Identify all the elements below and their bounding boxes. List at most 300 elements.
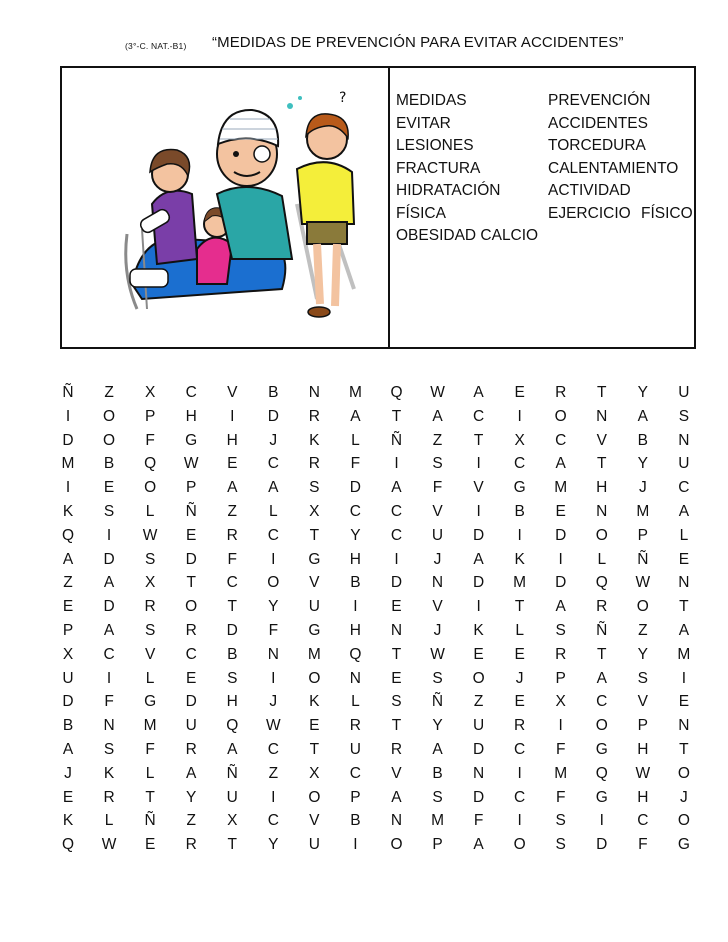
grid-letter[interactable]: U <box>308 836 320 854</box>
grid-letter[interactable]: Y <box>637 384 648 401</box>
grid-letter[interactable]: H <box>349 621 361 639</box>
grid-letter[interactable]: G <box>595 788 608 806</box>
grid-letter[interactable]: T <box>227 836 237 854</box>
grid-letter[interactable]: S <box>432 669 443 687</box>
grid-letter[interactable]: T <box>597 645 607 663</box>
grid-letter[interactable]: Z <box>473 693 484 711</box>
grid-letter[interactable]: C <box>349 502 361 520</box>
grid-letter[interactable]: E <box>514 693 525 711</box>
grid-letter[interactable]: Q <box>595 574 608 592</box>
grid-letter[interactable]: S <box>103 502 115 520</box>
grid-letter[interactable]: I <box>517 812 522 830</box>
grid-letter[interactable]: K <box>309 693 320 711</box>
grid-letter[interactable]: R <box>390 740 403 758</box>
grid-letter[interactable]: C <box>349 764 361 782</box>
grid-letter[interactable]: I <box>599 812 604 830</box>
grid-letter[interactable]: R <box>226 526 238 544</box>
grid-letter[interactable]: Y <box>637 645 648 663</box>
grid-letter[interactable]: C <box>267 812 279 830</box>
grid-letter[interactable]: Q <box>390 384 403 401</box>
grid-letter[interactable]: Z <box>63 574 73 592</box>
grid-letter[interactable]: C <box>103 645 115 663</box>
grid-letter[interactable]: U <box>62 669 74 687</box>
grid-letter[interactable]: A <box>62 550 74 568</box>
grid-letter[interactable]: C <box>267 455 279 473</box>
grid-letter[interactable]: C <box>472 407 485 425</box>
grid-letter[interactable]: T <box>597 384 607 401</box>
grid-letter[interactable]: M <box>143 717 157 735</box>
grid-letter[interactable]: Q <box>61 836 75 854</box>
grid-letter[interactable]: W <box>635 574 651 592</box>
grid-letter[interactable]: A <box>227 479 238 497</box>
grid-letter[interactable]: S <box>103 740 115 758</box>
grid-letter[interactable]: T <box>309 526 320 544</box>
grid-letter[interactable]: A <box>432 740 443 758</box>
grid-letter[interactable]: C <box>514 455 526 473</box>
grid-letter[interactable]: V <box>596 431 607 449</box>
grid-letter[interactable]: B <box>62 717 74 735</box>
grid-letter[interactable]: Ñ <box>431 693 444 711</box>
grid-letter[interactable]: L <box>515 621 524 639</box>
grid-letter[interactable]: Ñ <box>637 550 649 568</box>
grid-letter[interactable]: G <box>185 431 198 449</box>
grid-letter[interactable]: I <box>65 479 71 497</box>
grid-letter[interactable]: O <box>308 788 321 806</box>
grid-letter[interactable]: T <box>227 598 237 616</box>
grid-letter[interactable]: U <box>308 598 320 616</box>
grid-letter[interactable]: A <box>391 788 402 806</box>
grid-letter[interactable]: O <box>677 812 690 830</box>
grid-letter[interactable]: Y <box>432 717 443 735</box>
grid-letter[interactable]: L <box>679 526 689 544</box>
grid-letter[interactable]: P <box>555 669 566 687</box>
grid-letter[interactable]: P <box>637 717 648 735</box>
grid-letter[interactable]: I <box>558 550 563 568</box>
grid-letter[interactable]: A <box>555 455 566 473</box>
grid-letter[interactable]: I <box>517 764 522 782</box>
grid-letter[interactable]: A <box>268 479 279 497</box>
grid-letter[interactable]: A <box>103 621 115 639</box>
grid-letter[interactable]: R <box>555 645 567 663</box>
grid-letter[interactable]: D <box>226 621 238 639</box>
grid-letter[interactable]: R <box>308 455 320 473</box>
grid-letter[interactable]: O <box>472 669 485 687</box>
grid-letter[interactable]: Y <box>268 598 279 616</box>
grid-letter[interactable]: M <box>61 455 75 473</box>
grid-letter[interactable]: W <box>635 764 651 782</box>
grid-letter[interactable]: H <box>637 740 649 758</box>
grid-letter[interactable]: Y <box>637 455 648 473</box>
grid-letter[interactable]: E <box>514 384 525 401</box>
grid-letter[interactable]: O <box>595 526 608 544</box>
grid-letter[interactable]: R <box>185 836 197 854</box>
grid-letter[interactable]: N <box>596 502 608 520</box>
grid-letter[interactable]: J <box>433 621 442 639</box>
grid-letter[interactable]: N <box>308 384 320 401</box>
grid-letter[interactable]: N <box>349 669 361 687</box>
grid-letter[interactable]: S <box>391 693 402 711</box>
grid-letter[interactable]: L <box>597 550 607 568</box>
grid-letter[interactable]: A <box>62 740 74 758</box>
grid-letter[interactable]: E <box>678 550 690 568</box>
grid-letter[interactable]: B <box>514 502 525 520</box>
grid-letter[interactable]: X <box>227 812 238 830</box>
grid-letter[interactable]: I <box>271 788 276 806</box>
grid-letter[interactable]: I <box>271 669 276 687</box>
grid-letter[interactable]: A <box>473 836 484 854</box>
grid-letter[interactable]: O <box>677 764 690 782</box>
grid-letter[interactable]: F <box>145 431 155 449</box>
grid-letter[interactable]: S <box>432 788 443 806</box>
grid-letter[interactable]: D <box>185 693 197 711</box>
grid-letter[interactable]: N <box>678 574 690 592</box>
grid-letter[interactable]: D <box>472 574 485 592</box>
grid-letter[interactable]: M <box>554 764 568 782</box>
grid-letter[interactable]: C <box>185 645 197 663</box>
grid-letter[interactable]: X <box>555 693 566 711</box>
grid-letter[interactable]: C <box>555 431 567 449</box>
grid-letter[interactable]: M <box>513 574 527 592</box>
grid-letter[interactable]: L <box>104 812 114 830</box>
grid-letter[interactable]: H <box>185 407 197 425</box>
grid-letter[interactable]: E <box>103 479 115 497</box>
grid-letter[interactable]: N <box>431 574 444 592</box>
grid-letter[interactable]: A <box>350 407 361 425</box>
grid-letter[interactable]: T <box>514 598 525 616</box>
grid-letter[interactable]: I <box>271 550 276 568</box>
grid-letter[interactable]: B <box>637 431 648 449</box>
grid-letter[interactable]: F <box>350 455 361 473</box>
grid-letter[interactable]: O <box>267 574 280 592</box>
grid-letter[interactable]: O <box>636 598 649 616</box>
grid-letter[interactable]: A <box>103 574 115 592</box>
grid-letter[interactable]: O <box>554 407 567 425</box>
grid-letter[interactable]: X <box>514 431 525 449</box>
grid-letter[interactable]: D <box>555 526 567 544</box>
grid-letter[interactable]: T <box>679 598 689 616</box>
grid-letter[interactable]: C <box>226 574 238 592</box>
grid-letter[interactable]: S <box>555 621 566 639</box>
grid-letter[interactable]: Y <box>186 788 197 806</box>
grid-letter[interactable]: Z <box>104 384 114 401</box>
grid-letter[interactable]: W <box>183 455 199 473</box>
grid-letter[interactable]: D <box>62 431 74 449</box>
grid-letter[interactable]: N <box>472 764 485 782</box>
grid-letter[interactable]: P <box>637 526 648 544</box>
grid-letter[interactable]: V <box>391 764 402 782</box>
grid-letter[interactable]: X <box>62 645 74 663</box>
grid-letter[interactable]: N <box>678 431 690 449</box>
grid-letter[interactable]: O <box>103 431 116 449</box>
grid-letter[interactable]: R <box>103 788 115 806</box>
grid-letter[interactable]: S <box>432 455 443 473</box>
grid-letter[interactable]: L <box>145 764 155 782</box>
grid-letter[interactable]: I <box>517 526 522 544</box>
grid-letter[interactable]: Q <box>595 764 608 782</box>
grid-letter[interactable]: G <box>308 550 321 568</box>
grid-letter[interactable]: M <box>348 384 362 401</box>
grid-letter[interactable]: I <box>353 598 358 616</box>
grid-letter[interactable]: E <box>62 598 74 616</box>
grid-letter[interactable]: K <box>473 621 484 639</box>
grid-letter[interactable]: F <box>555 740 566 758</box>
grid-letter[interactable]: M <box>307 645 321 663</box>
grid-letter[interactable]: K <box>514 550 525 568</box>
grid-letter[interactable]: K <box>309 431 320 449</box>
grid-letter[interactable]: E <box>391 669 402 687</box>
grid-letter[interactable]: E <box>514 645 525 663</box>
grid-letter[interactable]: H <box>226 693 238 711</box>
grid-letter[interactable]: C <box>390 526 403 544</box>
grid-letter[interactable]: O <box>513 836 526 854</box>
grid-letter[interactable]: T <box>679 740 689 758</box>
grid-letter[interactable]: O <box>144 479 157 497</box>
grid-letter[interactable]: I <box>353 836 358 854</box>
grid-letter[interactable]: N <box>390 812 403 830</box>
grid-letter[interactable]: R <box>308 407 320 425</box>
grid-letter[interactable]: W <box>430 384 445 401</box>
grid-letter[interactable]: I <box>558 717 563 735</box>
grid-letter[interactable]: T <box>186 574 196 592</box>
grid-letter[interactable]: I <box>106 526 112 544</box>
grid-letter[interactable]: D <box>62 693 74 711</box>
grid-letter[interactable]: Z <box>432 431 443 449</box>
grid-letter[interactable]: K <box>103 764 115 782</box>
grid-letter[interactable]: B <box>432 764 443 782</box>
grid-letter[interactable]: H <box>226 431 238 449</box>
grid-letter[interactable]: L <box>351 431 360 449</box>
grid-letter[interactable]: I <box>681 669 687 687</box>
grid-letter[interactable]: N <box>390 621 403 639</box>
grid-letter[interactable]: C <box>267 526 279 544</box>
grid-letter[interactable]: P <box>62 621 74 639</box>
grid-letter[interactable]: O <box>103 407 116 425</box>
grid-letter[interactable]: Z <box>268 764 279 782</box>
grid-letter[interactable]: N <box>596 407 608 425</box>
grid-letter[interactable]: R <box>514 717 526 735</box>
grid-letter[interactable]: N <box>678 717 690 735</box>
grid-letter[interactable]: D <box>390 574 403 592</box>
grid-letter[interactable]: J <box>433 550 442 568</box>
grid-letter[interactable]: Q <box>349 645 362 663</box>
grid-letter[interactable]: G <box>144 693 157 711</box>
grid-letter[interactable]: S <box>144 550 156 568</box>
grid-letter[interactable]: N <box>267 645 279 663</box>
grid-letter[interactable]: W <box>142 526 158 544</box>
grid-letter[interactable]: C <box>678 479 690 497</box>
grid-letter[interactable]: X <box>144 384 156 401</box>
grid-letter[interactable]: D <box>472 740 485 758</box>
grid-letter[interactable]: E <box>227 455 238 473</box>
grid-letter[interactable]: T <box>391 717 402 735</box>
grid-letter[interactable]: A <box>391 479 402 497</box>
grid-letter[interactable]: I <box>106 669 112 687</box>
grid-letter[interactable]: P <box>432 836 443 854</box>
grid-letter[interactable]: D <box>185 550 197 568</box>
grid-letter[interactable]: E <box>678 693 690 711</box>
grid-letter[interactable]: F <box>227 550 237 568</box>
grid-letter[interactable]: F <box>145 740 155 758</box>
grid-letter[interactable]: V <box>432 598 443 616</box>
grid-letter[interactable]: S <box>555 812 566 830</box>
grid-letter[interactable]: R <box>555 384 567 401</box>
grid-letter[interactable]: N <box>103 717 115 735</box>
grid-letter[interactable]: S <box>309 479 320 497</box>
grid-letter[interactable]: G <box>513 479 526 497</box>
grid-letter[interactable]: J <box>269 693 278 711</box>
grid-letter[interactable]: A <box>678 502 690 520</box>
grid-letter[interactable]: O <box>390 836 403 854</box>
grid-letter[interactable]: A <box>432 407 443 425</box>
grid-letter[interactable]: S <box>555 836 566 854</box>
grid-letter[interactable]: E <box>62 788 74 806</box>
grid-letter[interactable]: V <box>227 384 238 401</box>
grid-letter[interactable]: C <box>185 384 197 401</box>
grid-letter[interactable]: H <box>637 788 649 806</box>
grid-letter[interactable]: D <box>267 407 279 425</box>
grid-letter[interactable]: G <box>677 836 690 854</box>
grid-letter[interactable]: E <box>473 645 484 663</box>
grid-letter[interactable]: W <box>265 717 281 735</box>
grid-letter[interactable]: P <box>144 407 156 425</box>
grid-letter[interactable]: A <box>637 407 648 425</box>
grid-letter[interactable]: G <box>595 740 608 758</box>
grid-letter[interactable]: Ñ <box>185 502 197 520</box>
grid-letter[interactable]: O <box>595 717 608 735</box>
grid-letter[interactable]: D <box>103 550 115 568</box>
grid-letter[interactable]: U <box>678 384 690 401</box>
grid-letter[interactable]: U <box>472 717 485 735</box>
grid-letter[interactable]: E <box>186 526 197 544</box>
grid-letter[interactable]: A <box>473 384 484 401</box>
grid-letter[interactable]: C <box>514 788 526 806</box>
grid-letter[interactable]: D <box>103 598 115 616</box>
grid-letter[interactable]: C <box>596 693 608 711</box>
grid-letter[interactable]: I <box>230 407 235 425</box>
grid-letter[interactable]: L <box>145 502 155 520</box>
grid-letter[interactable]: B <box>268 384 279 401</box>
grid-letter[interactable]: V <box>309 574 320 592</box>
grid-letter[interactable]: F <box>104 693 114 711</box>
grid-letter[interactable]: H <box>349 550 361 568</box>
grid-letter[interactable]: Ñ <box>226 764 238 782</box>
grid-letter[interactable]: K <box>62 812 74 830</box>
grid-letter[interactable]: T <box>145 788 155 806</box>
grid-letter[interactable]: I <box>476 502 481 520</box>
grid-letter[interactable]: I <box>394 455 399 473</box>
grid-letter[interactable]: T <box>473 431 484 449</box>
grid-letter[interactable]: D <box>472 526 485 544</box>
grid-letter[interactable]: L <box>145 669 155 687</box>
grid-letter[interactable]: Z <box>186 812 196 830</box>
grid-letter[interactable]: K <box>62 502 74 520</box>
grid-letter[interactable]: X <box>144 574 156 592</box>
grid-letter[interactable]: Q <box>61 526 75 544</box>
grid-letter[interactable]: C <box>514 740 526 758</box>
grid-letter[interactable]: F <box>268 621 279 639</box>
grid-letter[interactable]: X <box>309 502 320 520</box>
grid-letter[interactable]: M <box>554 479 568 497</box>
grid-letter[interactable]: J <box>269 431 278 449</box>
grid-letter[interactable]: W <box>101 836 117 854</box>
grid-letter[interactable]: M <box>636 502 650 520</box>
grid-letter[interactable]: Z <box>227 502 237 520</box>
grid-letter[interactable]: Y <box>268 836 279 854</box>
grid-letter[interactable]: O <box>185 598 198 616</box>
grid-letter[interactable]: V <box>637 693 648 711</box>
grid-letter[interactable]: E <box>186 669 197 687</box>
grid-letter[interactable]: F <box>638 836 648 854</box>
grid-letter[interactable]: T <box>391 645 402 663</box>
grid-letter[interactable]: E <box>555 502 566 520</box>
grid-letter[interactable]: Z <box>638 621 648 639</box>
grid-letter[interactable]: R <box>144 598 156 616</box>
grid-letter[interactable]: T <box>309 740 320 758</box>
grid-letter[interactable]: H <box>596 479 608 497</box>
grid-letter[interactable]: V <box>432 502 443 520</box>
grid-letter[interactable]: B <box>103 455 115 473</box>
grid-letter[interactable]: L <box>268 502 278 520</box>
grid-letter[interactable]: Y <box>350 526 361 544</box>
grid-letter[interactable]: A <box>227 740 238 758</box>
grid-letter[interactable]: J <box>680 788 688 806</box>
grid-letter[interactable]: Ñ <box>390 431 403 449</box>
grid-letter[interactable]: C <box>637 812 649 830</box>
grid-letter[interactable]: U <box>678 455 690 473</box>
grid-letter[interactable]: P <box>350 788 361 806</box>
grid-letter[interactable]: D <box>349 479 361 497</box>
grid-letter[interactable]: A <box>473 550 484 568</box>
grid-letter[interactable]: L <box>351 693 360 711</box>
grid-letter[interactable]: J <box>515 669 524 687</box>
grid-letter[interactable]: V <box>309 812 320 830</box>
grid-letter[interactable]: Q <box>226 717 239 735</box>
grid-letter[interactable]: E <box>309 717 320 735</box>
grid-letter[interactable]: C <box>267 740 279 758</box>
grid-letter[interactable]: I <box>517 407 522 425</box>
grid-letter[interactable]: S <box>144 621 156 639</box>
grid-letter[interactable]: A <box>596 669 607 687</box>
grid-letter[interactable]: U <box>226 788 238 806</box>
grid-letter[interactable]: I <box>476 598 481 616</box>
grid-letter[interactable]: V <box>144 645 156 663</box>
grid-letter[interactable]: D <box>596 836 608 854</box>
grid-letter[interactable]: W <box>430 645 445 663</box>
grid-letter[interactable]: F <box>555 788 566 806</box>
grid-letter[interactable]: A <box>555 598 566 616</box>
grid-letter[interactable]: D <box>555 574 567 592</box>
grid-letter[interactable]: I <box>394 550 399 568</box>
grid-letter[interactable]: O <box>308 669 321 687</box>
grid-letter[interactable]: G <box>308 621 321 639</box>
grid-letter[interactable]: T <box>597 455 607 473</box>
grid-letter[interactable]: U <box>185 717 197 735</box>
grid-letter[interactable]: C <box>390 502 403 520</box>
grid-letter[interactable]: U <box>431 526 444 544</box>
grid-letter[interactable]: E <box>144 836 156 854</box>
grid-letter[interactable]: M <box>677 645 691 663</box>
grid-letter[interactable]: I <box>476 455 481 473</box>
grid-letter[interactable]: I <box>65 407 71 425</box>
grid-letter[interactable]: E <box>391 598 402 616</box>
grid-letter[interactable]: Q <box>144 455 157 473</box>
grid-letter[interactable]: M <box>431 812 444 830</box>
grid-letter[interactable]: S <box>637 669 648 687</box>
grid-letter[interactable]: A <box>186 764 197 782</box>
grid-letter[interactable]: J <box>638 479 647 497</box>
grid-letter[interactable]: X <box>309 764 320 782</box>
grid-letter[interactable]: R <box>185 621 197 639</box>
